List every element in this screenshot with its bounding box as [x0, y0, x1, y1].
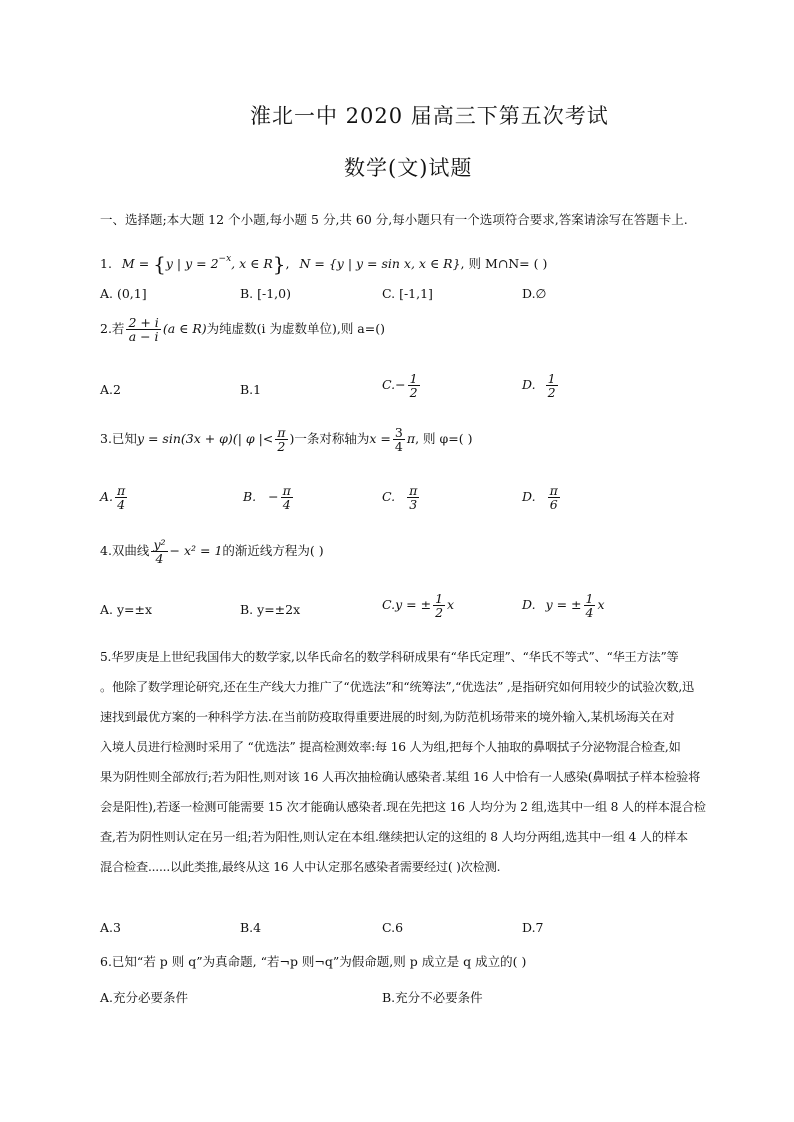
q1-right-brace: } — [272, 252, 286, 276]
q4-option-d-fraction: $\frac{1}{4}$ — [585, 591, 594, 621]
q1-tail: , 则 M∩N= ( ) — [460, 256, 548, 271]
q1-option-d: D.∅ — [522, 286, 547, 301]
q5-line-6: 会是阳性),若逐一检测可能需要 15 次才能确认感染者.现在先把这 16 人均分为 2 组,选其中一组 8 人的样本混合检 — [100, 800, 706, 814]
q5-line-8: 混合检查......以此类推,最终从这 16 人中认定那名感染者需要经过( )次检测. — [100, 860, 501, 874]
q3-option-c-fraction: $\frac{\pi}{3}$ — [409, 483, 418, 513]
q3-func: y = sin(3x + φ)(| φ |< — [136, 431, 274, 447]
section-intro: 一、选择题;本大题 12 个小题,每小题 5 分,共 60 分,每小题只有一个选项符合要求,答案请涂写在答题卡上. — [100, 212, 688, 227]
q5-option-d: D.7 — [522, 920, 544, 935]
q4-tail: 的渐近线方程为( ) — [222, 543, 324, 559]
q3-tail: , 则 φ=( ) — [415, 431, 473, 447]
q1-m-exp: −x — [218, 254, 232, 264]
q2-option-c: C.− $\frac{1}{2}$ — [382, 371, 418, 401]
q3-axis: x = — [369, 431, 391, 447]
q4-option-d: D. y = ± $\frac{1}{4}$ x — [522, 591, 605, 621]
question-3-stem — [100, 426, 472, 453]
q1-number: 1. — [100, 256, 112, 271]
q2-condition: (a ∈ R) — [162, 321, 207, 337]
q4-option-c-fraction: $\frac{1}{2}$ — [435, 591, 444, 621]
q1-left-brace: { — [153, 252, 166, 276]
q2-option-d-fraction: $\frac{1}{2}$ — [547, 371, 556, 401]
q3-option-a-fraction: $\frac{\pi}{4}$ — [117, 483, 126, 513]
q2-prefix: 2.若 — [100, 321, 125, 337]
q1-m-body-b: , x ∈ R — [231, 256, 273, 271]
q5-line-2: 。他除了数学理论研究,还在生产线大力推广了“优选法”和“统筹法”,“优选法” ,是指研究如何用较少的试验次数,迅 — [100, 680, 694, 694]
q1-set-m: M = — [121, 256, 150, 271]
q6-option-b: B.充分不必要条件 — [382, 990, 483, 1005]
q2-option-b: B.1 — [240, 382, 262, 397]
q5-line-5: 果为阴性则全部放行;若为阳性,则对该 16 人再次抽检确认感染者.某组 16 人中恰有一人感染(鼻咽拭子样本检验将 — [100, 770, 701, 784]
q4-option-c: C.y = ± $\frac{1}{2}$ x — [382, 591, 455, 621]
question-2-stem — [100, 316, 385, 343]
q4-equation-tail: − x² = 1 — [169, 543, 223, 559]
q3-option-c: C. $\frac{\pi}{3}$ — [382, 483, 418, 513]
q6-option-a: A.充分必要条件 — [100, 990, 189, 1005]
q5-line-7: 查,若为阴性则认定在另一组;若为阳性,则认定在本组.继续把认定的这组的 8 人均分两组,选其中一组 4 人的样本 — [100, 830, 688, 844]
q5-line-1: 5.华罗庚是上世纪我国伟大的数学家,以华氏命名的数学科研成果有“华氏定理”、“华氏不等式”、“华王方法”等 — [100, 650, 679, 664]
q5-option-b: B.4 — [240, 920, 262, 935]
q5-line-3: 速找到最优方案的一种科学方法.在当前防疫取得重要进展的时刻,为防范机场带来的境外输入,某机场海关在对 — [100, 710, 675, 724]
q1-option-c: C. [-1,1] — [382, 286, 433, 301]
q1-set-n: N = {y | y = sin x, x ∈ R} — [299, 256, 461, 271]
q3-axis-fraction: $\frac{3}{4}$ — [394, 425, 403, 455]
q2-fraction: $\frac{2 + i}{a - i}$ — [128, 315, 159, 345]
q1-m-body-a: y | y = 2 — [165, 256, 219, 271]
q2-tail: 为纯虚数(i 为虚数单位),则 a=() — [206, 321, 385, 337]
q1-option-a: A. (0,1] — [100, 286, 147, 301]
question-4-stem — [100, 538, 324, 565]
q2-option-a: A.2 — [100, 382, 121, 397]
q1-option-b: B. [-1,0) — [240, 286, 291, 301]
q3-func-fraction: $\frac{\pi}{2}$ — [277, 425, 286, 455]
question-5-stem — [100, 642, 706, 882]
q5-option-c: C.6 — [382, 920, 404, 935]
q4-fraction: $\frac{\text{y²}}{4}$ — [153, 537, 166, 567]
q3-option-b-fraction: $\frac{\pi}{4}$ — [282, 483, 291, 513]
q5-option-a: A.3 — [100, 920, 121, 935]
q3-prefix: 3.已知 — [100, 431, 137, 447]
q3-option-d-fraction: $\frac{\pi}{6}$ — [549, 483, 558, 513]
q3-option-a: A. $\frac{\pi}{4}$ — [100, 483, 126, 513]
q5-line-4: 入境人员进行检测时采用了 “优选法” 提高检测效率:每 16 人为组,把每个人抽取的鼻咽拭子分泌物混合检查,如 — [100, 740, 681, 754]
exam-title: 淮北一中 2020 届高三下第五次考试 — [250, 104, 609, 128]
q4-option-a: A. y=±x — [100, 602, 153, 617]
q3-option-b: B. − $\frac{\pi}{4}$ — [243, 483, 291, 513]
q3-option-d: D. $\frac{\pi}{6}$ — [522, 483, 558, 513]
question-1-stem: 1. M = {y | $y = 2^{-x}$, x ∈ R}, N = {y | y = sin x, x ∈ R}, 则 M∩N= ( ) — [100, 252, 548, 276]
exam-subtitle: 数学(文)试题 — [344, 156, 473, 180]
q2-option-d: D. $\frac{1}{2}$ — [522, 371, 556, 401]
question-6-stem: 6.已知“若 p 则 q”为真命题, “若¬p 则¬q”为假命题,则 p 成立是 q 成立的( ) — [100, 954, 527, 969]
q2-option-c-fraction: $\frac{1}{2}$ — [409, 371, 418, 401]
q3-axis-pi: π — [406, 431, 416, 447]
q4-option-b: B. y=±2x — [240, 602, 301, 617]
q3-mid: )一条对称轴为 — [289, 431, 370, 447]
q4-prefix: 4.双曲线 — [100, 543, 150, 559]
